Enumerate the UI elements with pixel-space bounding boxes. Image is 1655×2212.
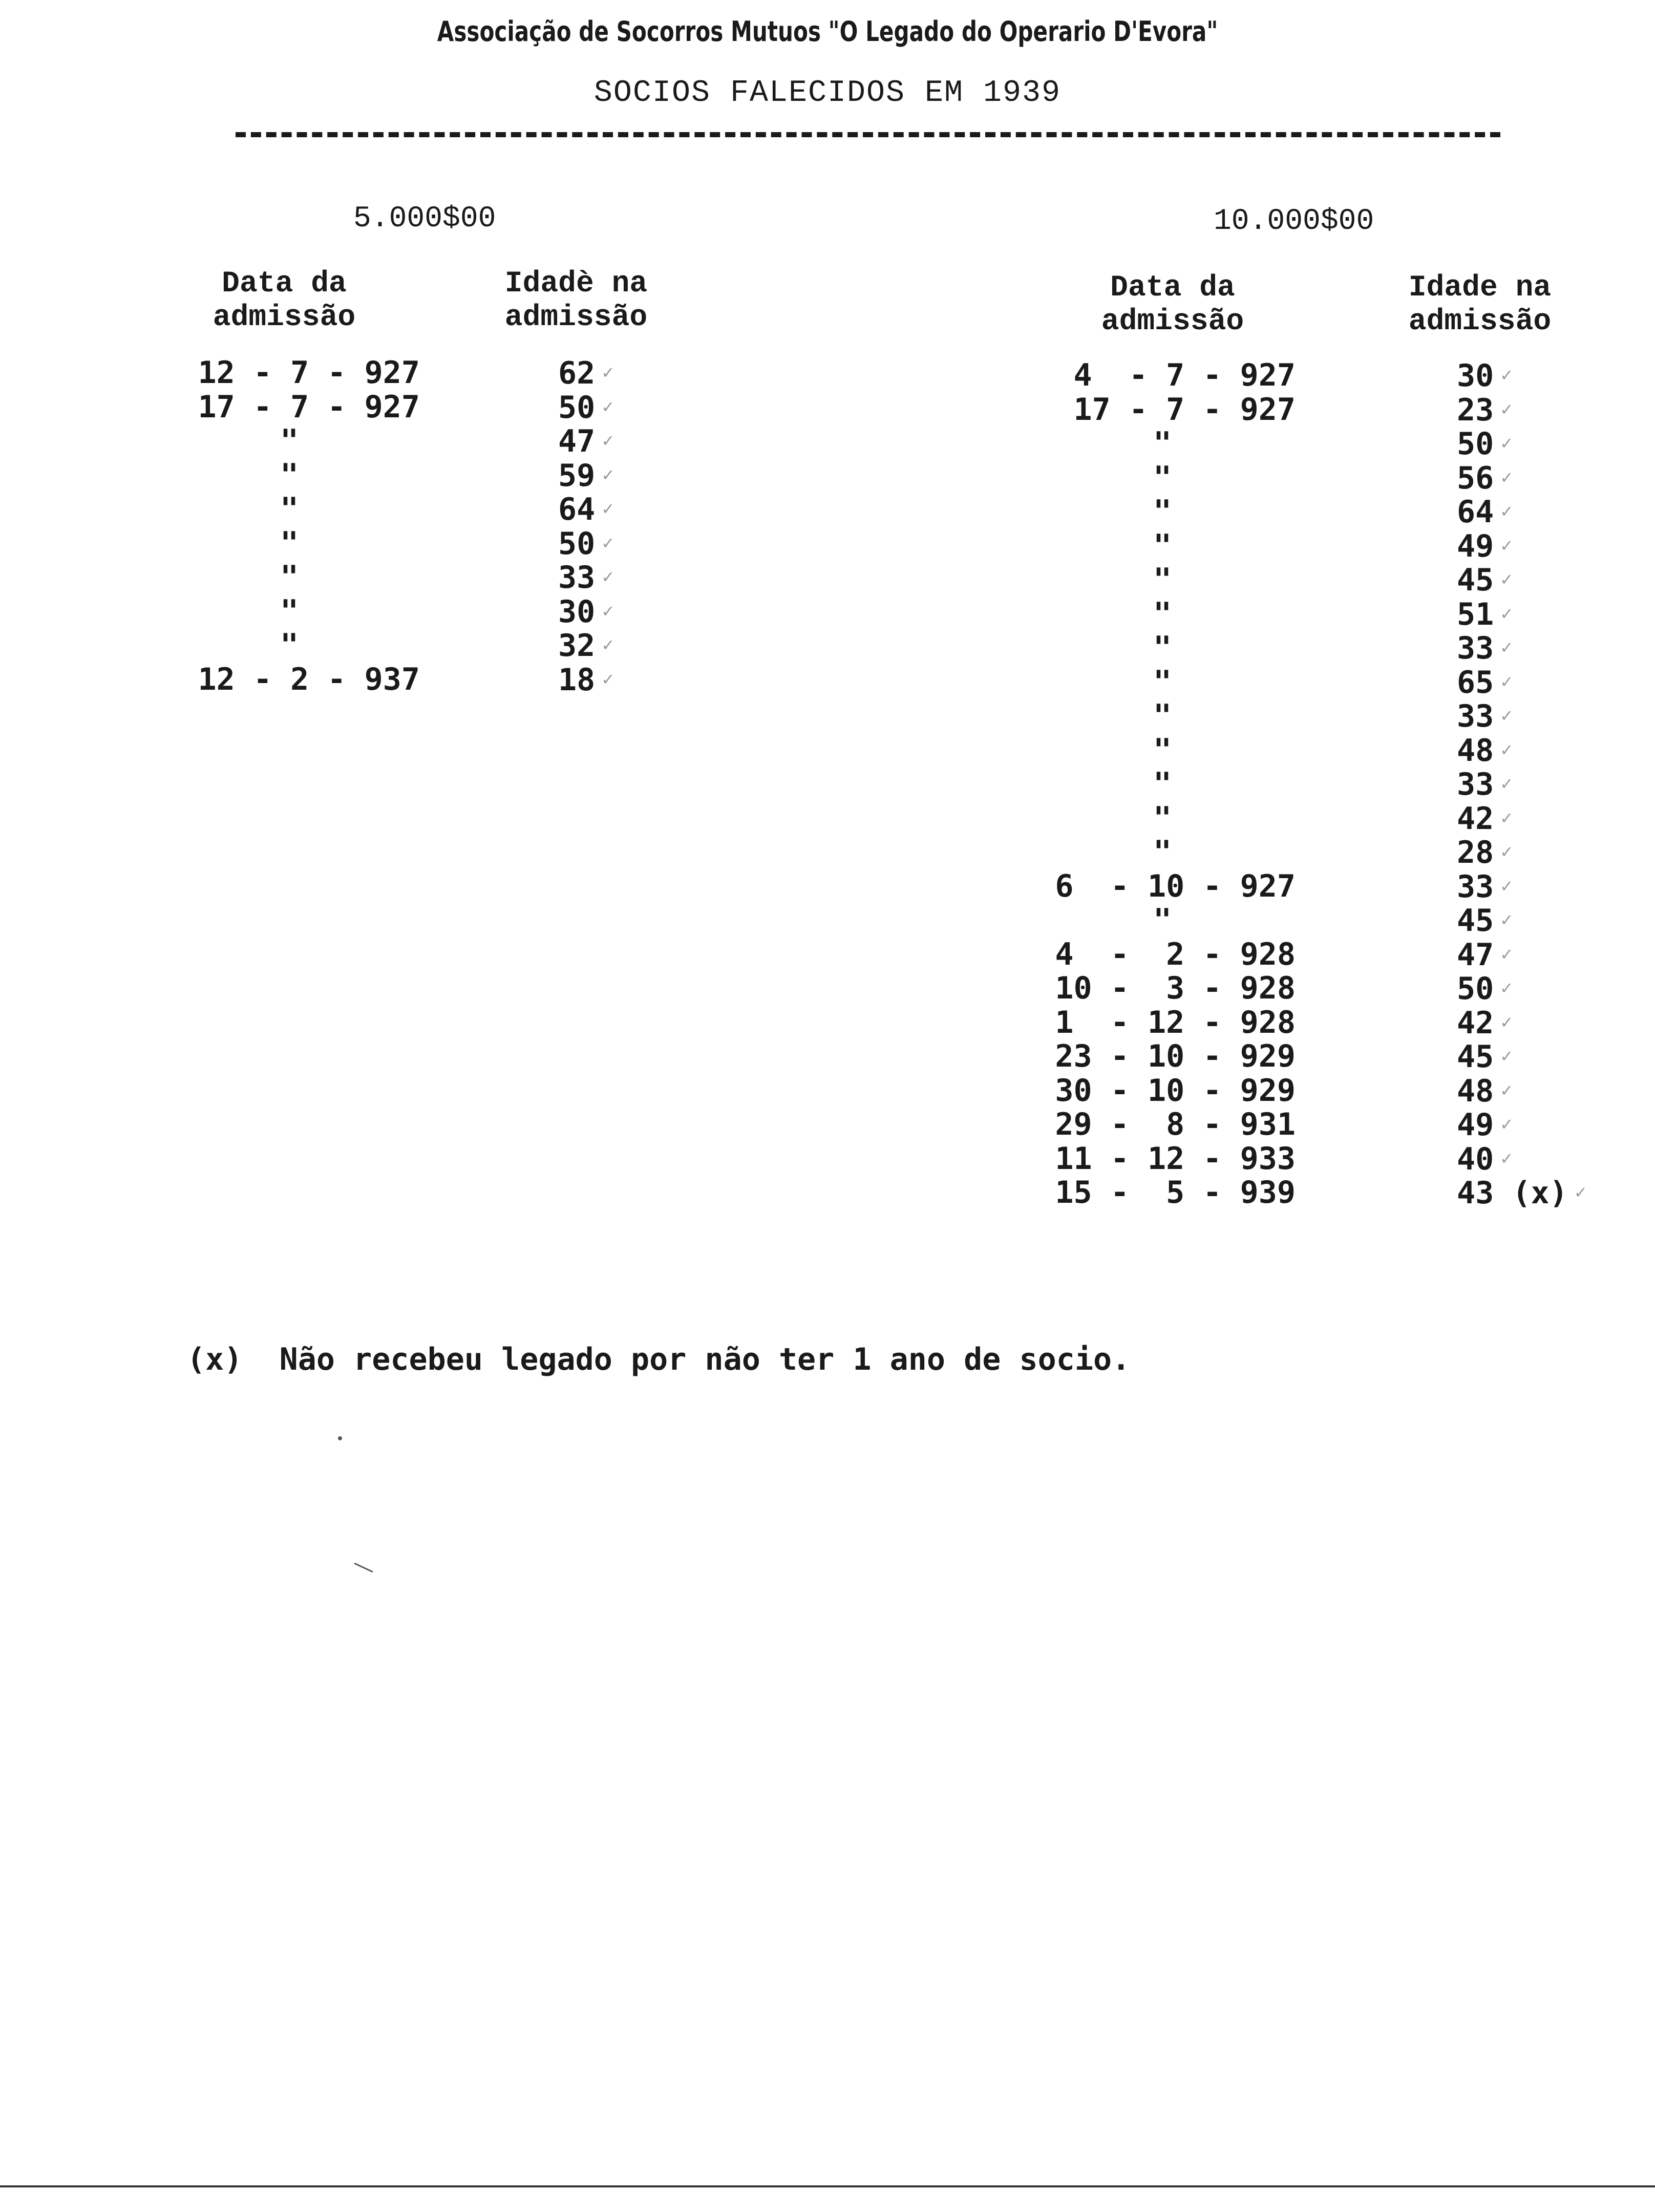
pencil-check-icon: ✓ bbox=[602, 498, 613, 519]
admission-age-cell: 48 ✓ bbox=[1457, 1073, 1512, 1109]
admission-date-cell bbox=[1019, 461, 1296, 495]
admission-age-cell: 51 ✓ bbox=[1457, 596, 1512, 632]
pencil-check-icon: ✓ bbox=[602, 362, 613, 383]
pencil-check-icon: ✓ bbox=[1501, 841, 1512, 862]
left-age-header-line1: Idadè na bbox=[504, 267, 648, 301]
speck bbox=[338, 1436, 342, 1440]
pencil-check-icon: ✓ bbox=[1501, 365, 1512, 386]
ditto-mark: " bbox=[280, 491, 299, 527]
right-amount: 10.000$00 bbox=[1214, 205, 1374, 238]
admission-age-cell: 33 ✓ bbox=[1457, 698, 1512, 734]
pencil-check-icon: ✓ bbox=[1501, 1011, 1512, 1033]
right-age-header-line1: Idade na bbox=[1408, 271, 1552, 305]
right-age-column bbox=[1457, 358, 1626, 1210]
ditto-mark: " bbox=[1153, 562, 1172, 598]
admission-date-cell bbox=[1019, 733, 1296, 768]
left-age-header-line2: admissão bbox=[504, 301, 648, 334]
pencil-check-icon: ✓ bbox=[1501, 705, 1512, 726]
pencil-check-icon: ✓ bbox=[1501, 466, 1512, 488]
admission-date-cell bbox=[1019, 801, 1296, 836]
left-amount: 5.000$00 bbox=[353, 202, 496, 236]
admission-age-cell: 64 ✓ bbox=[1457, 494, 1512, 530]
admission-date-cell: 12 - 7 - 927 bbox=[198, 355, 420, 391]
admission-age-cell: 45 ✓ bbox=[1457, 903, 1512, 939]
pencil-check-icon: ✓ bbox=[602, 668, 613, 690]
speck bbox=[354, 1563, 373, 1573]
ditto-mark: " bbox=[1153, 834, 1172, 870]
pencil-check-icon: ✓ bbox=[1501, 943, 1512, 965]
pencil-check-icon: ✓ bbox=[602, 600, 613, 622]
pencil-check-icon: ✓ bbox=[1501, 1079, 1512, 1101]
pencil-check-icon: ✓ bbox=[1501, 739, 1512, 760]
admission-age-cell: 30 ✓ bbox=[558, 593, 613, 630]
pencil-check-icon: ✓ bbox=[602, 430, 613, 451]
admission-age-cell: 32 ✓ bbox=[558, 628, 613, 664]
admission-date-cell: 17 - 7 - 927 bbox=[198, 389, 420, 425]
admission-age-cell: 30 ✓ bbox=[1457, 358, 1512, 394]
admission-date-cell bbox=[164, 594, 420, 629]
pencil-check-icon: ✓ bbox=[602, 566, 613, 587]
admission-age-cell: 49 ✓ bbox=[1457, 528, 1512, 564]
admission-age-cell: 50 ✓ bbox=[558, 525, 613, 562]
admission-date-cell bbox=[1019, 529, 1296, 563]
ditto-mark: " bbox=[1153, 494, 1172, 529]
admission-age-cell: 64 ✓ bbox=[558, 492, 613, 527]
right-date-header bbox=[1080, 271, 1265, 339]
admission-age-cell: 48 ✓ bbox=[1457, 732, 1512, 769]
admission-date-cell bbox=[1019, 631, 1296, 665]
admission-age-cell: 33 ✓ bbox=[1457, 630, 1512, 666]
pencil-check-icon: ✓ bbox=[1501, 501, 1512, 522]
admission-age-cell: 47 ✓ bbox=[558, 423, 613, 459]
admission-age-cell: 18 ✓ bbox=[558, 662, 613, 698]
admission-age-cell: 49 ✓ bbox=[1457, 1107, 1512, 1143]
admission-date-cell: 1 - 12 - 928 bbox=[1055, 1004, 1296, 1040]
dashed-divider bbox=[236, 132, 1500, 137]
admission-date-cell bbox=[164, 424, 420, 458]
left-date-header-line2: admissão bbox=[213, 301, 356, 334]
admission-date-cell bbox=[164, 560, 420, 594]
ditto-mark: " bbox=[280, 593, 299, 629]
pencil-check-icon: ✓ bbox=[602, 532, 613, 554]
admission-age-cell: 65 ✓ bbox=[1457, 664, 1512, 700]
ditto-mark: " bbox=[1153, 426, 1172, 461]
admission-age-cell: 62 ✓ bbox=[558, 355, 613, 391]
pencil-check-icon: ✓ bbox=[1501, 569, 1512, 590]
admission-date-cell bbox=[1019, 699, 1296, 733]
admission-date-cell bbox=[164, 492, 420, 526]
admission-date-cell bbox=[1019, 495, 1296, 529]
admission-date-cell: 17 - 7 - 927 bbox=[1073, 391, 1296, 428]
admission-date-cell bbox=[1019, 903, 1296, 938]
ditto-mark: " bbox=[280, 627, 299, 663]
page-title: SOCIOS FALECIDOS EM 1939 bbox=[593, 76, 1062, 111]
pencil-check-icon: ✓ bbox=[1501, 875, 1512, 897]
admission-age-cell: 23 ✓ bbox=[1457, 392, 1512, 428]
admission-age-cell: 56 ✓ bbox=[1457, 460, 1512, 496]
ditto-mark: " bbox=[280, 423, 299, 459]
admission-date-cell: 23 - 10 - 929 bbox=[1055, 1038, 1296, 1074]
letterhead: Associação de Socorros Mutuos "O Legado do Operario D'Evora" bbox=[437, 15, 1218, 48]
left-date-header-line1: Data da bbox=[222, 267, 347, 301]
ditto-mark: " bbox=[1153, 459, 1172, 496]
pencil-check-icon: ✓ bbox=[1501, 535, 1512, 556]
admission-date-cell bbox=[1019, 563, 1296, 597]
admission-age-cell: 59 ✓ bbox=[558, 457, 613, 494]
pencil-check-icon: ✓ bbox=[1575, 1182, 1586, 1203]
pencil-check-icon: ✓ bbox=[1501, 671, 1512, 692]
admission-age-cell: 42 ✓ bbox=[1457, 1005, 1512, 1041]
admission-date-cell: 30 - 10 - 929 bbox=[1055, 1072, 1296, 1109]
ditto-mark: " bbox=[280, 559, 299, 595]
admission-date-cell: 15 - 5 - 939 bbox=[1055, 1175, 1296, 1210]
ditto-mark: " bbox=[1153, 732, 1172, 768]
admission-date-cell bbox=[164, 526, 420, 561]
admission-age-cell: 50 ✓ bbox=[558, 389, 613, 426]
admission-age-cell: 33 ✓ bbox=[1457, 868, 1512, 905]
pencil-check-icon: ✓ bbox=[1501, 1114, 1512, 1135]
pencil-check-icon: ✓ bbox=[1501, 807, 1512, 828]
admission-date-cell: 4 - 7 - 927 bbox=[1073, 357, 1296, 393]
ditto-mark: " bbox=[1153, 698, 1172, 734]
right-age-header bbox=[1393, 271, 1567, 339]
pencil-check-icon: ✓ bbox=[1501, 637, 1512, 658]
admission-date-cell bbox=[1019, 427, 1296, 461]
admission-date-cell: 11 - 12 - 933 bbox=[1055, 1140, 1296, 1177]
admission-age-cell: 45 ✓ bbox=[1457, 1039, 1512, 1075]
ditto-mark: " bbox=[280, 525, 299, 561]
admission-age-cell: 33 ✓ bbox=[558, 560, 613, 595]
pencil-check-icon: ✓ bbox=[602, 396, 613, 417]
admission-date-cell: 10 - 3 - 928 bbox=[1055, 970, 1296, 1006]
pencil-check-icon: ✓ bbox=[1501, 909, 1512, 930]
left-age-column bbox=[558, 356, 691, 696]
ditto-mark: " bbox=[1153, 800, 1172, 836]
page-bottom-edge bbox=[0, 2185, 1655, 2187]
pencil-check-icon: ✓ bbox=[1501, 398, 1512, 420]
ditto-mark: " bbox=[1153, 902, 1172, 938]
admission-age-cell: 43 (x) ✓ bbox=[1457, 1175, 1586, 1211]
admission-date-cell: 4 - 2 - 928 bbox=[1055, 936, 1296, 972]
pencil-check-icon: ✓ bbox=[1501, 1147, 1512, 1169]
ditto-mark: " bbox=[280, 457, 299, 493]
right-date-column bbox=[1019, 358, 1296, 1210]
admission-date-cell bbox=[164, 458, 420, 493]
pencil-check-icon: ✓ bbox=[1501, 603, 1512, 624]
admission-date-cell: 29 - 8 - 931 bbox=[1055, 1107, 1296, 1142]
ditto-mark: " bbox=[1153, 664, 1172, 700]
right-date-header-line2: admissão bbox=[1101, 305, 1244, 338]
pencil-check-icon: ✓ bbox=[1501, 433, 1512, 454]
admission-date-cell bbox=[1019, 665, 1296, 699]
admission-age-cell: 40 ✓ bbox=[1457, 1141, 1512, 1177]
admission-age-cell: 50 ✓ bbox=[1457, 971, 1512, 1007]
admission-age-cell: 33 ✓ bbox=[1457, 767, 1512, 802]
left-date-header bbox=[200, 267, 369, 335]
admission-age-cell: 45 ✓ bbox=[1457, 562, 1512, 598]
admission-date-cell bbox=[1019, 597, 1296, 631]
admission-date-cell bbox=[164, 628, 420, 663]
pencil-check-icon: ✓ bbox=[602, 634, 613, 655]
right-date-header-line1: Data da bbox=[1110, 271, 1235, 305]
admission-age-cell: 28 ✓ bbox=[1457, 835, 1512, 870]
admission-date-cell: 6 - 10 - 927 bbox=[1055, 868, 1296, 904]
admission-date-cell bbox=[1019, 767, 1296, 801]
left-date-column bbox=[164, 356, 420, 696]
admission-date-cell bbox=[1019, 835, 1296, 869]
right-age-header-line2: admissão bbox=[1408, 305, 1552, 338]
ditto-mark: " bbox=[1153, 527, 1172, 564]
admission-age-cell: 50 ✓ bbox=[1457, 426, 1512, 462]
admission-age-cell: 47 ✓ bbox=[1457, 937, 1512, 973]
ditto-mark: " bbox=[1153, 595, 1172, 632]
footnote: (x) Não recebeu legado por não ter 1 ano de socio. bbox=[187, 1342, 1131, 1377]
pencil-check-icon: ✓ bbox=[602, 464, 613, 485]
admission-date-cell: 12 - 2 - 937 bbox=[198, 661, 420, 697]
pencil-check-icon: ✓ bbox=[1501, 1046, 1512, 1067]
pencil-check-icon: ✓ bbox=[1501, 773, 1512, 794]
pencil-check-icon: ✓ bbox=[1501, 977, 1512, 998]
ditto-mark: " bbox=[1153, 766, 1172, 802]
left-age-header bbox=[489, 267, 663, 335]
ditto-mark: " bbox=[1153, 630, 1172, 666]
admission-age-cell: 42 ✓ bbox=[1457, 800, 1512, 837]
